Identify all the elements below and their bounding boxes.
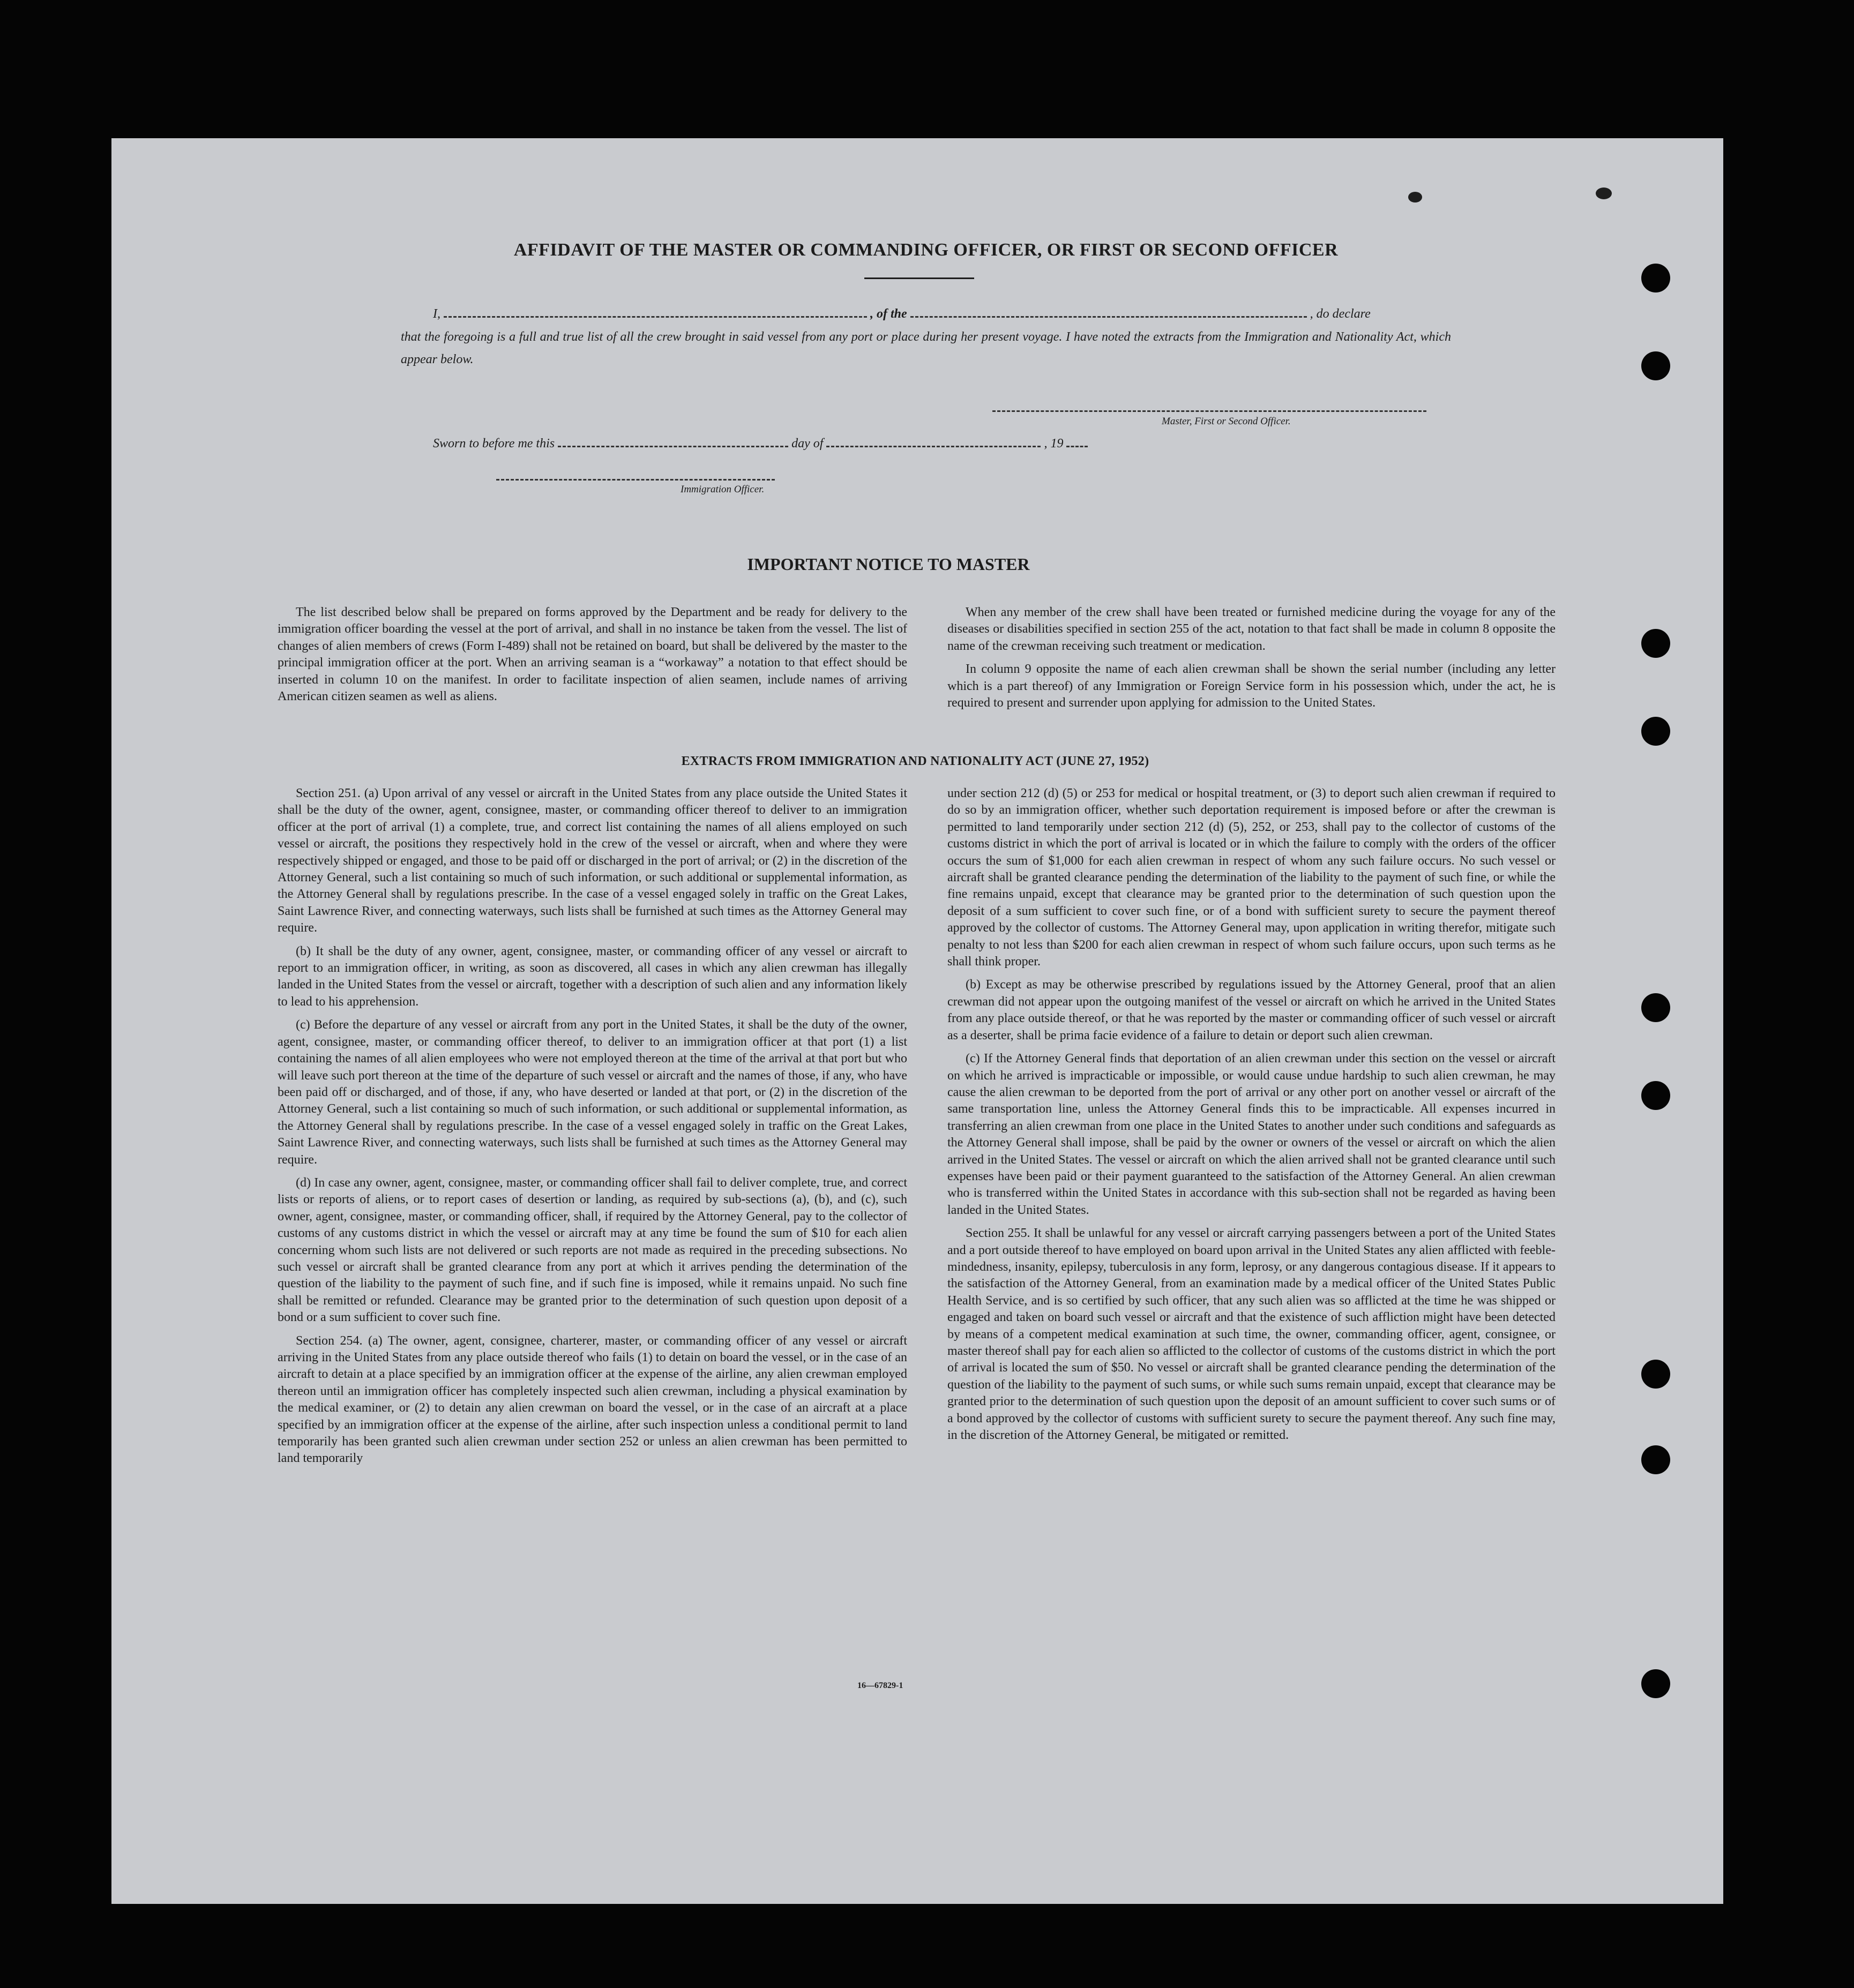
notice-heading: IMPORTANT NOTICE TO MASTER — [747, 554, 1030, 574]
punch-hole — [1641, 1081, 1670, 1110]
master-signature-label: Master, First or Second Officer. — [1162, 416, 1291, 427]
extracts-right-column — [947, 785, 1556, 1450]
punch-hole — [1641, 629, 1670, 658]
section-paragraph: (d) In case any owner, agent, consignee, master, or commanding officer shall fail to deliver complete, true, and correct lists or reports of aliens, or to report cases of desertion or landing, as required by sub-sections (a), (b), and (c), such owner, agent, consignee, master, or commanding officer, shall, if required by the Attorney General, pay to the collector of customs of any customs district in which the vessel or aircraft may at any time be found the sum of $10 for each alien concerning whom such lists are not delivered or such reports are not made as required in the preceding subsections. No such vessel or aircraft shall be granted clearance from any port at which it arrives pending the determination of the question of the liability to the payment of such fine, and if such fine is imposed, while it remains unpaid. No such fine shall be remitted or refunded. Clearance may be granted prior to the determination of such question upon deposit of a bond or a sum sufficient to cover such fine. — [278, 1175, 907, 1325]
do-declare-label: , do declare — [1310, 307, 1371, 321]
notice-paragraph: The list described below shall be prepared on forms approved by the Department and be ready for delivery to the immigration officer boarding the vessel at the port of arrival, and shall in no instance be taken from the vessel. The list of changes of alien members of crews (Form I-489) shall not be retained on board, but shall be delivered by the master to the principal immigration officer at the port. When an arriving seaman is a “workaway” a notation to that effect should be inserted in column 10 on the manifest. In order to facilitate inspection of alien seamen, include names of arriving American citizen seamen as well as aliens. — [278, 605, 907, 704]
section-paragraph: (b) It shall be the duty of any owner, agent, consignee, master, or commanding officer of any vessel or aircraft to report to an immigration officer, in writing, as soon as discovered, all cases in which any alien crewman has illegally landed in the United States from the vessel or aircraft, together with a description of such alien and any information likely to lead to his apprehension. — [278, 944, 907, 1009]
notice-left-column — [278, 604, 907, 711]
punch-hole — [1641, 993, 1670, 1022]
day-of-label: day of — [791, 437, 824, 451]
year-label: , 19 — [1044, 437, 1064, 451]
immigration-officer-line[interactable] — [496, 479, 775, 481]
notice-paragraph: When any member of the crew shall have been treated or furnished medicine during the voyage for any of the diseases or disabilities specified in section 255 of the act, notation to that fact shall be made in column 8 opposite the name of the crewman receiving such treatment or medication. — [947, 605, 1556, 653]
vessel-blank[interactable] — [910, 304, 1307, 318]
document-page — [111, 138, 1723, 1904]
sworn-line — [433, 434, 1237, 451]
section-paragraph: under section 212 (d) (5) or 253 for medical or hospital treatment, or (3) to deport such alien crewman if required to do so by an immigration officer, whether such deportation requirement is imposed before or after the crewman is permitted to land temporarily under section 212 (d) (5), 252, or 253, shall pay to the collector of customs of the customs district in which the port of arrival is located or in which the failure to comply with the orders of the officer occurs the sum of $1,000 for each alien crewman in respect of whom any such failure occurs. No such vessel or aircraft shall be granted clearance pending the determination of the liability to the payment of such fine, or while the fine remains unpaid, except that clearance may be granted prior to the determination of such question upon the deposit of a sum sufficient to cover such fine, or of a bond with sufficient surety to secure the payment thereof approved by the collector of customs. The Attorney General may, upon application in writing therefor, mitigate such penalty to not less than $200 for each alien crewman in respect of whom such failure occurs, upon such terms as he shall think proper. — [947, 786, 1556, 969]
title-rule — [864, 277, 974, 279]
section-paragraph: Section 254. (a) The owner, agent, consignee, charterer, master, or commanding officer of any vessel or aircraft arriving in the United States from any place outside thereof who fails (1) to detain on board the vessel, or in the case of an aircraft to detain at a place specified by an immigration officer at the expense of the airline, any alien crewman employed thereon until an immigration officer has completely inspected such alien crewman, including a physical examination by the medical examiner, or (2) to detain any alien crewman on board the vessel, or in the case of an aircraft at a place specified by an immigration officer at the expense of the airline, after such inspection unless a conditional permit to land temporarily has been granted such alien crewman under section 252 or unless an alien crewman has been permitted to land temporarily — [278, 1333, 907, 1466]
notice-paragraph: In column 9 opposite the name of each alien crewman shall be shown the serial number (including any letter which is a part thereof) of any Immigration or Foreign Service form in his possession which, under the act, he is required to present and surrender upon applying for admission to the United States. — [947, 662, 1556, 710]
form-code: 16—67829-1 — [857, 1681, 903, 1690]
section-paragraph: (c) Before the departure of any vessel or aircraft from any port in the United States, it shall be the duty of the owner, agent, consignee, master, or commanding officer thereof, to deliver to an immigration officer at that port (1) a list containing the names of all alien employees who were not employed thereon at the time of the arrival at that port but who will leave such port thereon at the time of the departure of such vessel or aircraft and the names of those, if any, who have been paid off or discharged, and of those, if any, who have deserted or landed at that port, or (2) in the discretion of the Attorney General, such a list containing so much of such information, or such additional or supplemental information, as the Attorney General shall by regulations prescribe. In the case of a vessel engaged solely in traffic on the Great Lakes, Saint Lawrence River, and connecting waterways, such lists shall be furnished at such times as the Attorney General may require. — [278, 1018, 907, 1167]
section-paragraph: Section 255. It shall be unlawful for any vessel or aircraft carrying passengers between a port of the United States and a port outside thereof to have employed on board upon arrival in the United States any alien afflicted with feeble-mindedness, insanity, epilepsy, tuberculosis in any form, leprosy, or any dangerous contagious disease. If it appears to the satisfaction of the Attorney General, from an examination made by a medical officer of the United States Public Health Service, and is so certified by such officer, that any such alien was so afflicted at the time he was shipped or engaged and taken on board such vessel or aircraft and that the existence of such affliction might have been detected by means of a competent medical examination at such time, the owner, commanding officer, agent, consignee, or master thereof shall pay for each alien so afflicted to the collector of customs of the customs district in which the port of arrival is located the sum of $50. No vessel or aircraft shall be granted clearance pending the determination of the question of the liability to the payment of such sums, or while such sums remain unpaid, except that clearance may be granted prior to the determination of such question upon the deposit of an amount sufficient to cover such sums or of a bond approved by the collector of customs with sufficient surety to secure the payment thereof. Any such fine may, in the discretion of the Attorney General, be mitigated or remitted. — [947, 1226, 1556, 1443]
section-paragraph: Section 251. (a) Upon arrival of any vessel or aircraft in the United States from any place outside the United States it shall be the duty of the owner, agent, consignee, master, or commanding officer thereof to deliver to an immigration officer at the port of arrival (1) a complete, true, and correct list containing the names of all aliens employed on such vessel or aircraft, the positions they respectively hold in the crew of the vessel or aircraft, when and where they were respectively shipped or engaged, and those to be paid off or discharged in the port of arrival; or (2) in the discretion of the Attorney General, such a list containing so much of such information, or such additional or supplemental information, as the Attorney General shall by regulations prescribe. In the case of a vessel engaged solely in traffic on the Great Lakes, Saint Lawrence River, and connecting waterways, such lists shall be furnished at such times as the Attorney General may require. — [278, 786, 907, 935]
punch-hole — [1641, 351, 1670, 380]
punch-hole — [1641, 1360, 1670, 1389]
sworn-year-blank[interactable] — [1066, 434, 1088, 447]
ink-spot — [1596, 187, 1612, 199]
punch-hole — [1641, 717, 1670, 746]
declaration-text: that the foregoing is a full and true list of all the crew brought in said vessel from any port or place during her present voyage. I have noted the extracts from the Immigration and Nationality Act, which appear below. — [401, 330, 1451, 366]
sworn-month-blank[interactable] — [826, 434, 1041, 447]
section-paragraph: (c) If the Attorney General finds that deportation of an alien crewman under this section on the vessel or aircraft on which he arrived is impracticable or impossible, or would cause undue hardship to such alien crewman, he may cause the alien crewman to be deported from the port of arrival or any other port on another vessel or aircraft of the same transportation line, unless the Attorney General finds this to be impracticable. All expenses incurred in transferring an alien crewman from one place in the United States to another under such conditions and safeguards as the Attorney General shall impose, shall be paid by the owner or owners of the vessel or aircraft on which the alien arrived in the United States. The vessel or aircraft on which the alien arrived shall not be granted clearance until such expenses have been paid or their payment guaranteed to the satisfaction of the Attorney General. An alien crewman who is transferred within the United States in accordance with this sub-section shall not be regarded as having been landed in the United States. — [947, 1052, 1556, 1217]
notice-right-column — [947, 604, 1556, 718]
punch-hole — [1641, 1669, 1670, 1698]
of-the-label: , of the — [870, 307, 907, 321]
punch-hole — [1641, 264, 1670, 292]
i-label: I, — [433, 307, 440, 321]
section-paragraph: (b) Except as may be otherwise prescribed by regulations issued by the Attorney General, proof that an alien crewman did not appear upon the outgoing manifest of the vessel or aircraft on which he arrived in the United States from any place outside thereof, or that he was reported by the master or commanding officer of such vessel or aircraft as a deserter, shall be prima facie evidence of a failure to detain or deport such alien crewman. — [947, 978, 1556, 1042]
sworn-day-blank[interactable] — [558, 434, 788, 447]
punch-hole — [1641, 1445, 1670, 1474]
name-blank[interactable] — [444, 304, 867, 318]
master-signature-line[interactable] — [992, 410, 1426, 412]
sworn-label: Sworn to before me this — [433, 437, 555, 451]
extracts-left-column — [278, 785, 907, 1474]
extracts-heading: EXTRACTS FROM IMMIGRATION AND NATIONALITY ACT (JUNE 27, 1952) — [681, 754, 1149, 768]
affidavit-title: AFFIDAVIT OF THE MASTER OR COMMANDING OFFICER, OR FIRST OR SECOND OFFICER — [513, 240, 1339, 260]
immigration-officer-label: Immigration Officer. — [681, 484, 765, 495]
declarant-line — [433, 304, 1451, 321]
ink-spot — [1408, 192, 1422, 202]
